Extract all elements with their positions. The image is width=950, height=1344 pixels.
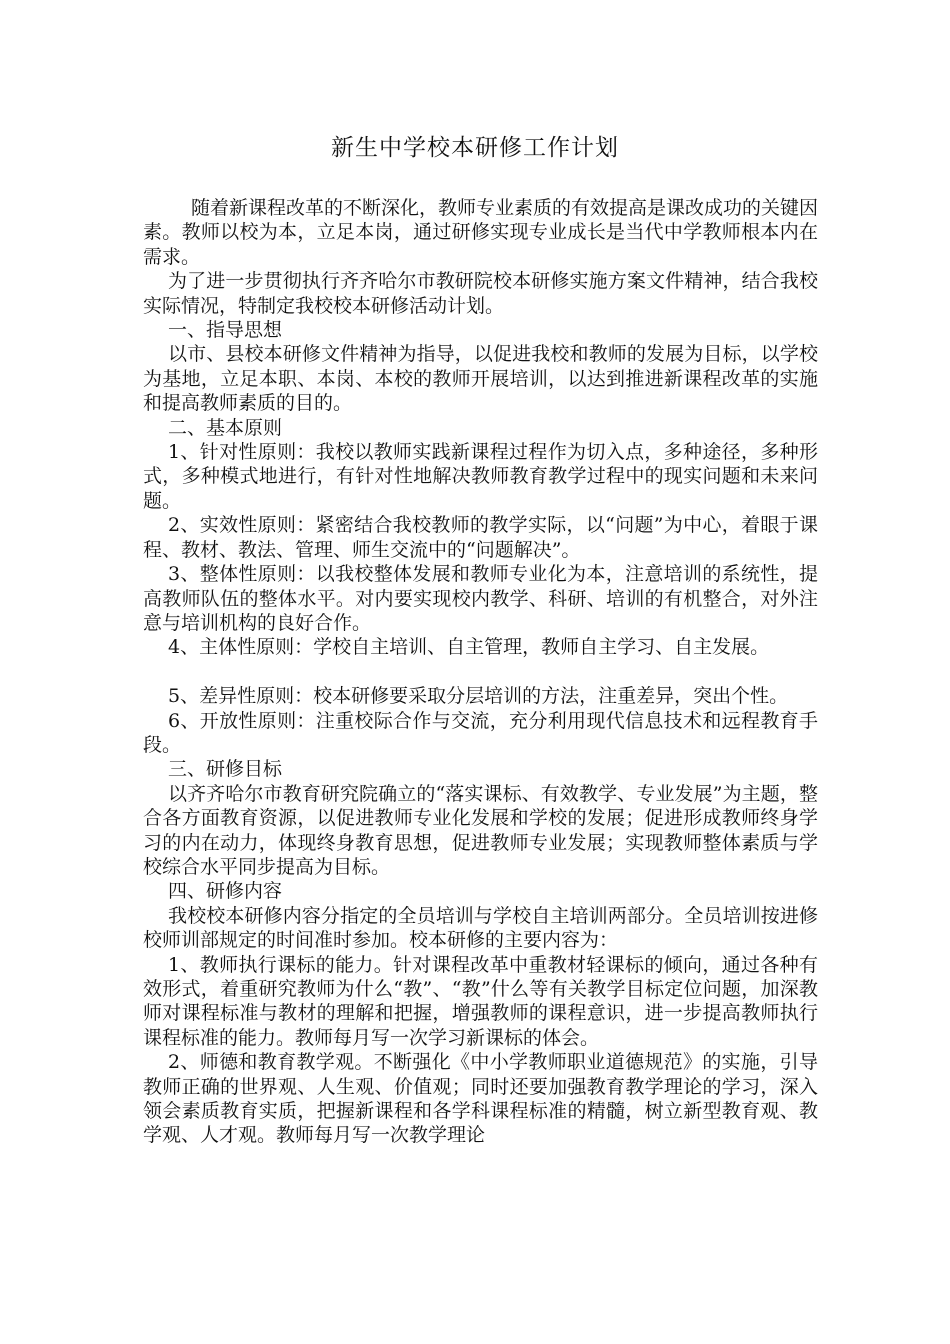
paragraph-purpose: 为了进一步贯彻执行齐齐哈尔市教研院校本研修实施方案文件精神，结合我校实际情况，特制定我校校本研修活动计划。 [143, 270, 818, 317]
paragraph-guiding-thought: 以市、县校本研修文件精神为指导，以促进我校和教师的发展为目标，以学校为基地，立足本职、本岗、本校的教师开展培训，以达到推进新课程改革的实施和提高教师素质的目的。 [143, 343, 818, 415]
paragraph-training-content: 我校校本研修内容分指定的全员培训与学校自主培训两部分。全员培训按进修校师训部规定的时间准时参加。校本研修的主要内容为： [143, 904, 818, 952]
principle-item: 4、主体性原则：学校自主培训、自主管理，教师自主学习、自主发展。 [168, 636, 770, 659]
section-heading-basic-principles: 二、基本原则 [168, 416, 283, 439]
paragraph-training-goals: 以齐齐哈尔市教育研究院确立的“落实课标、有效教学、专业发展”为主题，整合各方面教育资源，以促进教师专业化发展和学校的发展；促进形成教师终身学习的内在动力，体现终身教育思想，促进教师专业发展；实现教师整体素质与学校综合水平同步提高为目标。 [143, 782, 818, 878]
blank-line [143, 660, 818, 684]
principle-item: 6、开放性原则：注重校际合作与交流，充分利用现代信息技术和远程教育手段。 [143, 709, 818, 756]
principle-item: 1、针对性原则：我校以教师实践新课程过程作为切入点，多种途径，多种形式，多种模式地进行，有针对性地解决教师教育教学过程中的现实问题和未来问题。 [143, 441, 818, 512]
principle-item: 5、差异性原则：校本研修要采取分层培训的方法，注重差异，突出个性。 [168, 685, 789, 708]
section-heading-guiding-thought: 一、指导思想 [168, 319, 283, 342]
paragraph-intro: 随着新课程改革的不断深化，教师专业素质的有效提高是课改成功的关键因素。教师以校为本，立足本岗，通过研修实现专业成长是当代中学教师根本内在需求。 [143, 197, 819, 268]
principle-item: 3、整体性原则：以我校整体发展和教师专业化为本，注意培训的系统性，提高教师队伍的整体水平。对内要实现校内教学、科研、培训的有机整合，对外注意与培训机构的良好合作。 [143, 563, 818, 634]
principle-item: 2、实效性原则：紧密结合我校教师的教学实际，以“问题”为中心，着眼于课程、教材、教法、管理、师生交流中的“问题解决”。 [143, 514, 818, 561]
document-body [143, 196, 818, 1148]
section-heading-training-goals: 三、研修目标 [168, 758, 283, 781]
section-heading-training-content: 四、研修内容 [168, 880, 283, 903]
content-item: 1、教师执行课标的能力。针对课程改革中重教材轻课标的倾向，通过各种有效形式，着重研究教师为什么“教”、“教”什么等有关教学目标定位问题，加深教师对课程标准与教材的理解和把握，增强教师的课程意识，进一步提高教师执行课程标准的能力。教师每月写一次学习新课标的体会。 [143, 953, 818, 1049]
document-title: 新生中学校本研修工作计划 [331, 135, 619, 161]
content-item: 2、师德和教育教学观。不断强化《中小学教师职业道德规范》的实施，引导教师正确的世界观、人生观、价值观；同时还要加强教育教学理论的学习，深入领会素质教育实质，把握新课程和各学科课程标准的精髓，树立新型教育观、教学观、人才观。教师每月写一次教学理论 [143, 1051, 818, 1147]
